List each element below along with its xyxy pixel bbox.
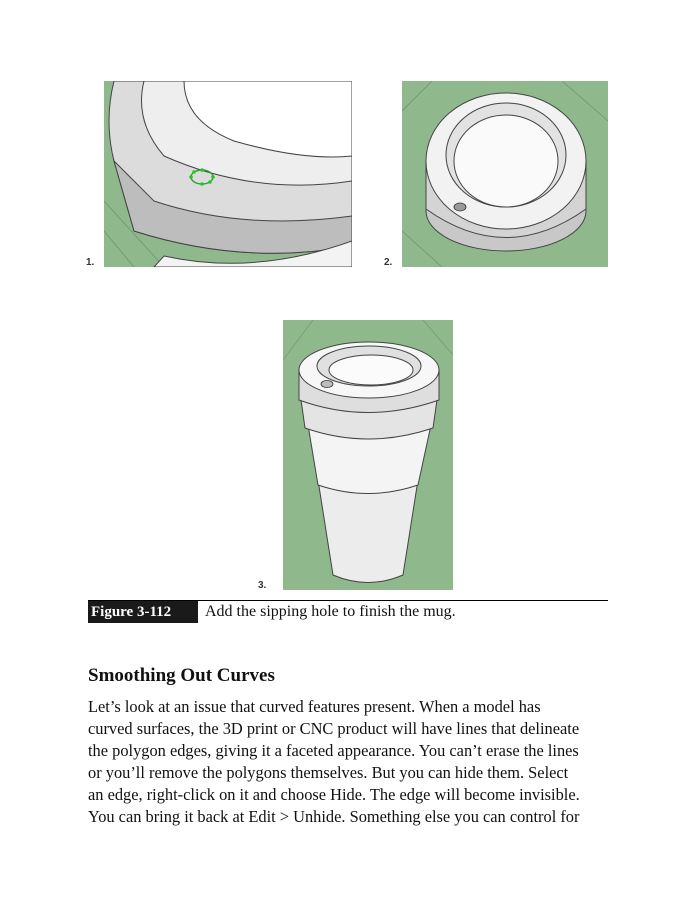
figure-panel-1-image	[104, 81, 352, 267]
body-line: the polygon edges, giving it a faceted appearance. You can’t erase the lines	[88, 741, 579, 760]
body-line: curved surfaces, the 3D print or CNC product will have lines that delineate	[88, 719, 580, 738]
figure-panel-3-image	[283, 320, 453, 590]
body-line: You can bring it back at Edit > Unhide. Something else you can control for	[88, 807, 580, 826]
figure-panel-2-image	[402, 81, 608, 267]
body-paragraph	[88, 696, 610, 828]
figure-panel-2-label: 2.	[384, 257, 393, 268]
figure-caption: Add the sipping hole to finish the mug.	[205, 603, 456, 620]
body-line: or you’ll remove the polygons themselves. But you can hide them. Select	[88, 763, 569, 782]
figure-number: Figure 3-112	[88, 601, 198, 623]
body-line: an edge, right-click on it and choose Hide. The edge will become invisible.	[88, 785, 580, 804]
figure-panel-1-label: 1.	[86, 257, 95, 268]
figure-panel-3-label: 3.	[258, 580, 267, 591]
section-heading: Smoothing Out Curves	[88, 665, 275, 686]
body-line: Let’s look at an issue that curved features present. When a model has	[88, 697, 541, 716]
